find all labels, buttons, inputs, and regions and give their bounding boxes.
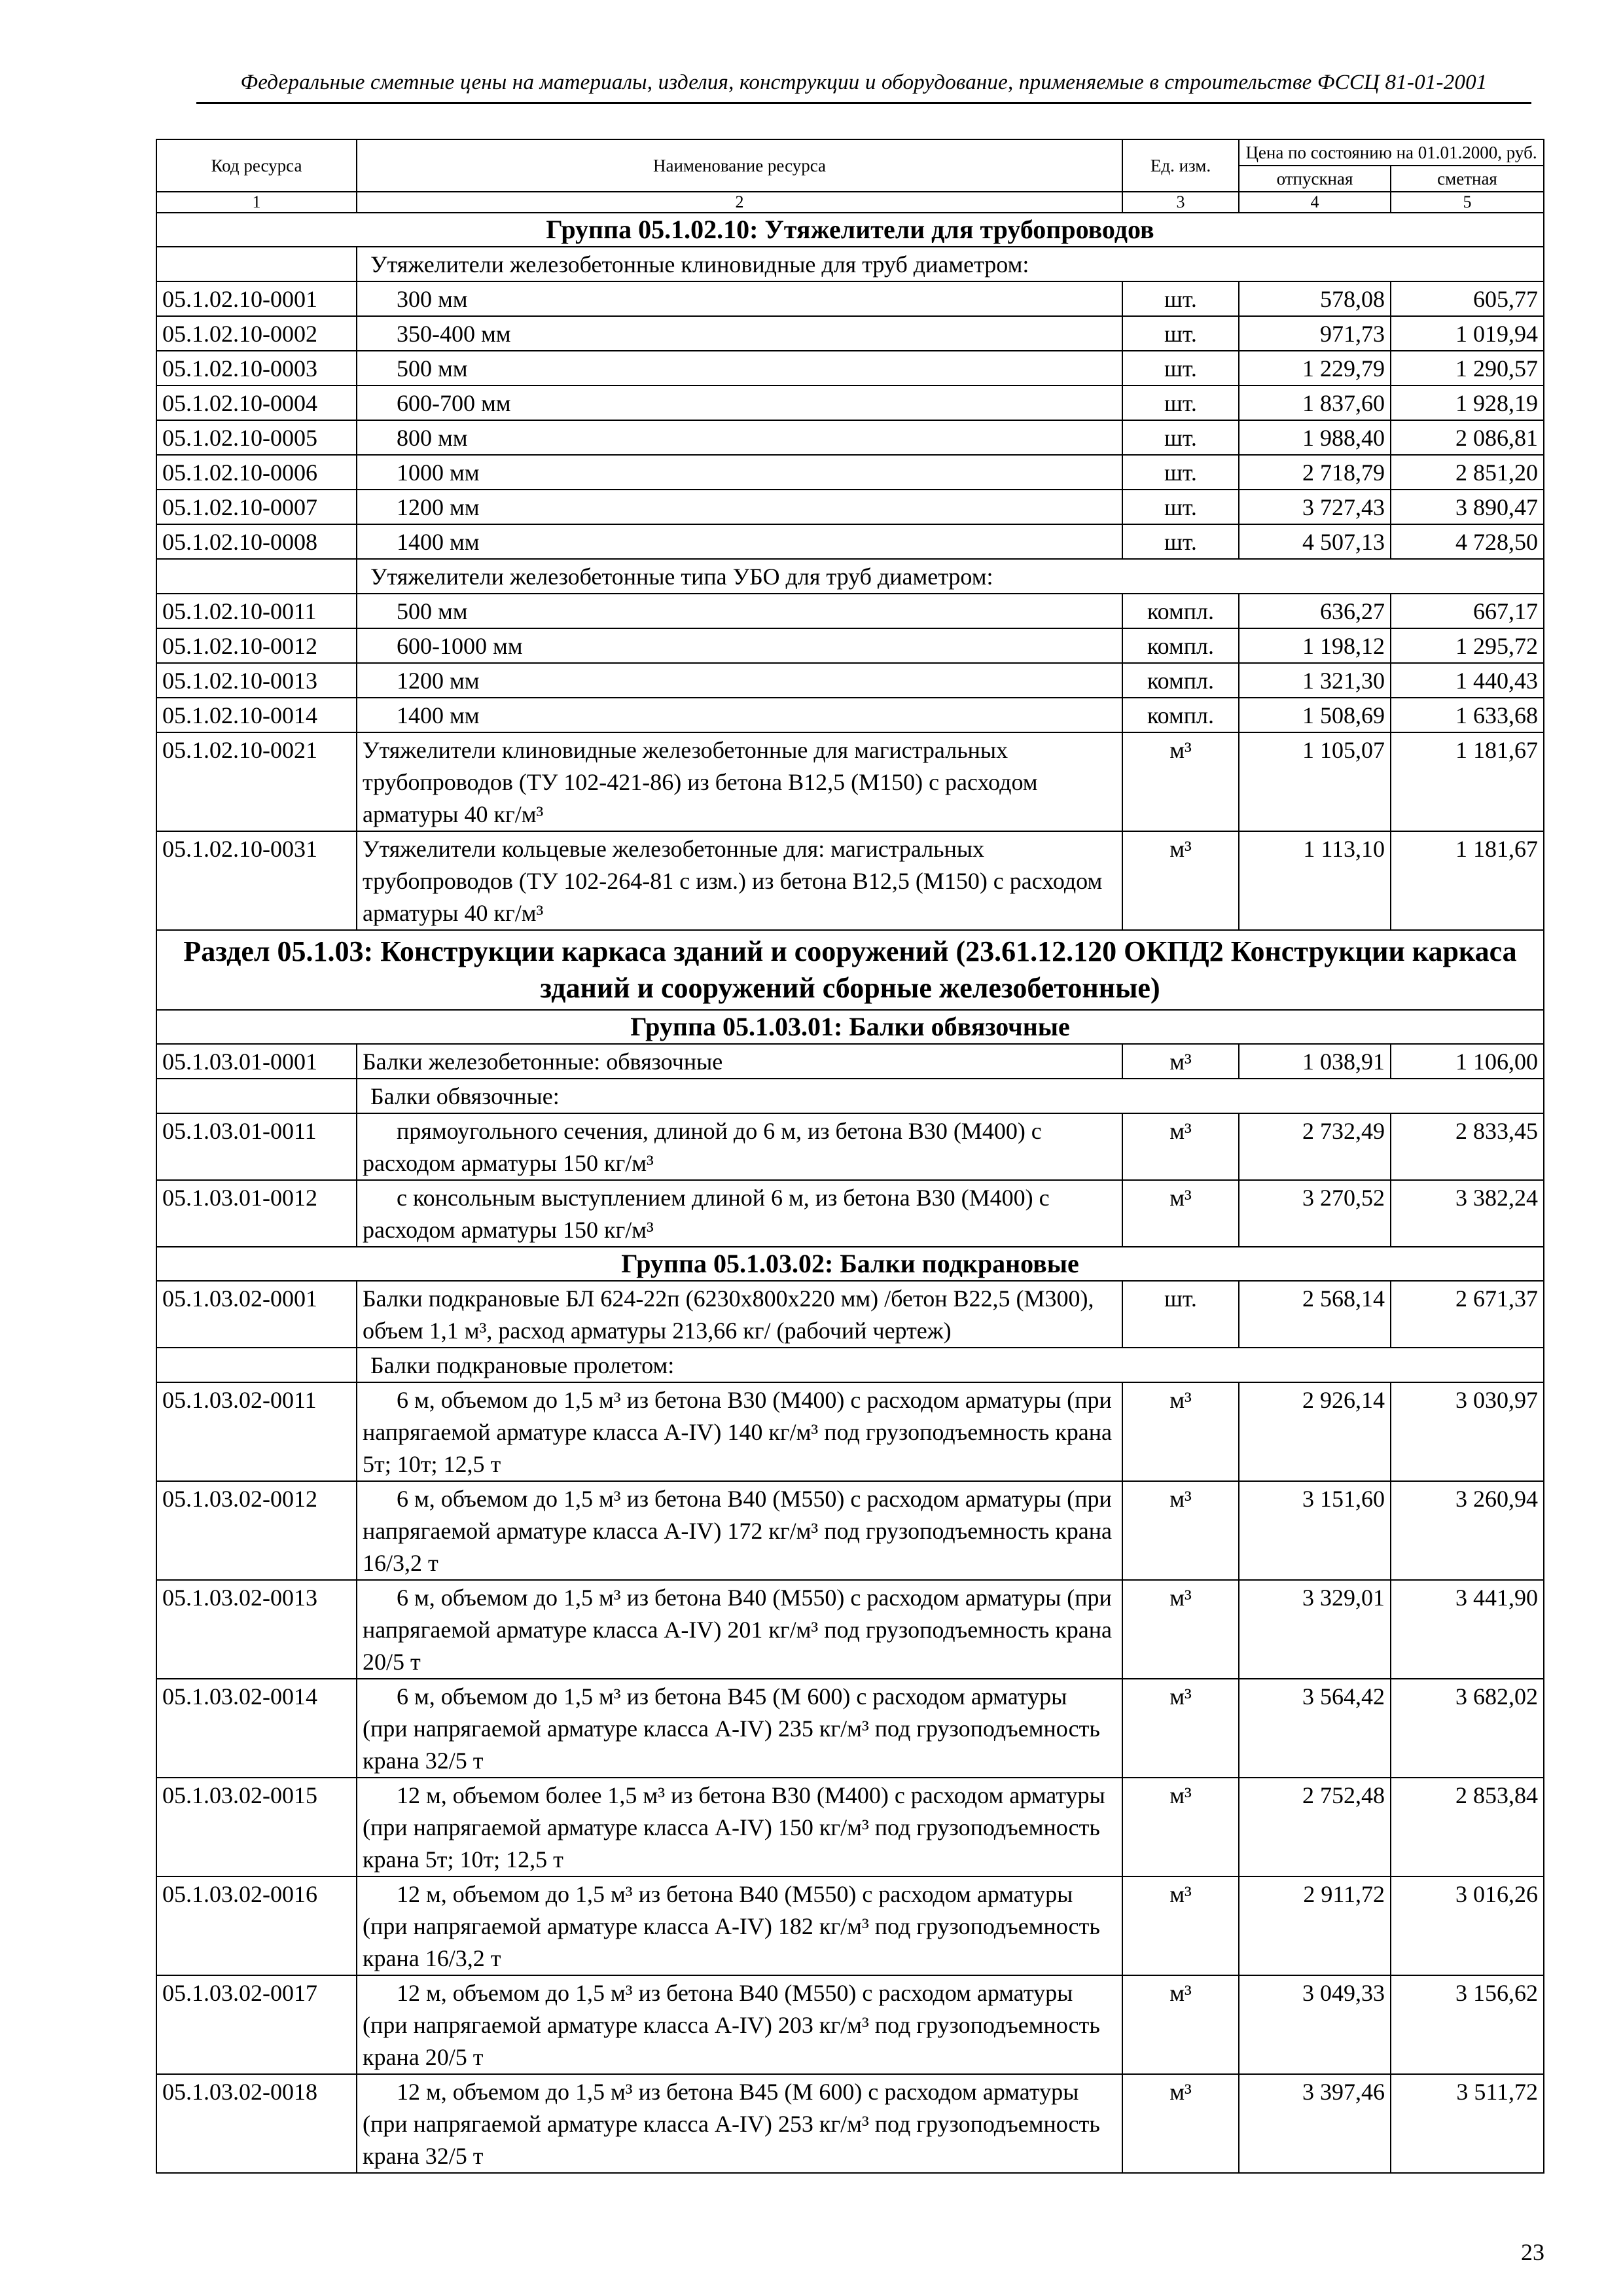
group-heading: Группа 05.1.02.10: Утяжелители для трубопроводов — [156, 213, 1544, 247]
estimate-price: 4 728,50 — [1391, 524, 1544, 559]
empty-code-cell — [156, 247, 357, 281]
table-row — [156, 1113, 1544, 1180]
unit: шт. — [1122, 386, 1239, 420]
release-price: 3 397,46 — [1239, 2074, 1391, 2173]
table-row — [156, 831, 1544, 930]
empty-code-cell — [156, 1348, 357, 1382]
release-price: 2 752,48 — [1239, 1778, 1391, 1876]
table-body — [156, 213, 1544, 2173]
resource-code: 05.1.03.01-0012 — [156, 1180, 357, 1247]
unit: шт. — [1122, 490, 1239, 524]
resource-name-cell — [357, 628, 1122, 663]
resource-code: 05.1.02.10-0014 — [156, 698, 357, 732]
unit: м³ — [1122, 1679, 1239, 1778]
col-number-1: 1 — [156, 192, 357, 213]
resource-name: 1200 мм — [397, 494, 480, 520]
table-row — [156, 2074, 1544, 2173]
estimate-price: 1 181,67 — [1391, 831, 1544, 930]
col-number-3: 3 — [1122, 192, 1239, 213]
resource-name-cell — [357, 455, 1122, 490]
col-code-header: Код ресурса — [156, 139, 357, 192]
group-heading: Группа 05.1.03.01: Балки обвязочные — [156, 1010, 1544, 1044]
resource-name: 12 м, объемом до 1,5 м³ из бетона В40 (М550) с расходом арматуры (при напрягаемой арматуре класса А-IV) 182 кг/м³ под грузоподъемность крана 16/3,2 т — [363, 1881, 1100, 1971]
release-price: 578,08 — [1239, 281, 1391, 316]
resource-name-cell — [357, 351, 1122, 386]
resource-name-cell — [357, 316, 1122, 351]
table-row — [156, 1580, 1544, 1679]
table-row — [156, 1180, 1544, 1247]
resource-code: 05.1.02.10-0006 — [156, 455, 357, 490]
unit: м³ — [1122, 1876, 1239, 1975]
resource-name-cell — [357, 1778, 1122, 1876]
estimate-price: 1 019,94 — [1391, 316, 1544, 351]
resource-code: 05.1.02.10-0021 — [156, 732, 357, 831]
estimate-price: 1 633,68 — [1391, 698, 1544, 732]
release-price: 971,73 — [1239, 316, 1391, 351]
price-table — [156, 139, 1544, 2174]
col-price-header: Цена по состоянию на 01.01.2000, руб. — [1239, 139, 1544, 166]
resource-code: 05.1.03.02-0014 — [156, 1679, 357, 1778]
resource-name-cell — [357, 1044, 1122, 1079]
resource-name: Утяжелители клиновидные железобетонные для магистральных трубопроводов (ТУ 102-421-86) из бетона В12,5 (М150) с расходом арматуры 40 кг/м³ — [363, 737, 1038, 827]
table-row — [156, 281, 1544, 316]
subheading: Балки подкрановые пролетом: — [357, 1348, 1544, 1382]
resource-name-cell — [357, 1580, 1122, 1679]
table-row — [156, 594, 1544, 628]
resource-name: прямоугольного сечения, длиной до 6 м, из бетона В30 (М400) с расходом арматуры 150 кг/м³ — [363, 1118, 1042, 1176]
table-row — [156, 524, 1544, 559]
unit: шт. — [1122, 1281, 1239, 1348]
release-price: 3 049,33 — [1239, 1975, 1391, 2074]
resource-code: 05.1.02.10-0002 — [156, 316, 357, 351]
resource-code: 05.1.02.10-0008 — [156, 524, 357, 559]
table-row — [156, 351, 1544, 386]
column-number-row — [156, 192, 1544, 213]
release-price: 1 113,10 — [1239, 831, 1391, 930]
resource-name: 6 м, объемом до 1,5 м³ из бетона В45 (М 600) с расходом арматуры (при напрягаемой арматуре класса А-IV) 235 кг/м³ под грузоподъемность крана 32/5 т — [363, 1683, 1100, 1774]
release-price: 1 837,60 — [1239, 386, 1391, 420]
estimate-price: 3 682,02 — [1391, 1679, 1544, 1778]
subheading: Утяжелители железобетонные клиновидные для труб диаметром: — [357, 247, 1544, 281]
col-release-header: отпускная — [1239, 166, 1391, 192]
empty-code-cell — [156, 559, 357, 594]
release-price: 1 508,69 — [1239, 698, 1391, 732]
resource-name-cell — [357, 698, 1122, 732]
resource-name-cell — [357, 2074, 1122, 2173]
estimate-price: 2 851,20 — [1391, 455, 1544, 490]
estimate-price: 1 295,72 — [1391, 628, 1544, 663]
resource-name-cell — [357, 1975, 1122, 2074]
estimate-price: 2 833,45 — [1391, 1113, 1544, 1180]
subheading-row — [156, 559, 1544, 594]
col-number-4: 4 — [1239, 192, 1391, 213]
resource-name: 300 мм — [397, 286, 468, 312]
resource-name-cell — [357, 663, 1122, 698]
table-row — [156, 1382, 1544, 1481]
release-price: 1 321,30 — [1239, 663, 1391, 698]
resource-name: 1400 мм — [397, 529, 480, 555]
resource-code: 05.1.03.02-0016 — [156, 1876, 357, 1975]
table-row — [156, 420, 1544, 455]
estimate-price: 1 106,00 — [1391, 1044, 1544, 1079]
table-row — [156, 490, 1544, 524]
unit: м³ — [1122, 1113, 1239, 1180]
resource-name: 1400 мм — [397, 702, 480, 728]
resource-name: Балки подкрановые БЛ 624-22п (6230х800х220 мм) /бетон В22,5 (М300), объем 1,1 м³, расход арматуры 213,66 кг/ (рабочий чертеж) — [363, 1285, 1094, 1344]
resource-name: Балки железобетонные: обвязочные — [363, 1049, 723, 1075]
resource-code: 05.1.02.10-0007 — [156, 490, 357, 524]
resource-code: 05.1.02.10-0013 — [156, 663, 357, 698]
estimate-price: 3 382,24 — [1391, 1180, 1544, 1247]
unit: м³ — [1122, 1778, 1239, 1876]
resource-name: 600-1000 мм — [397, 633, 523, 659]
table-row — [156, 1975, 1544, 2074]
subheading: Балки обвязочные: — [357, 1079, 1544, 1113]
group-heading-row — [156, 1247, 1544, 1281]
col-estimate-header: сметная — [1391, 166, 1544, 192]
resource-name-cell — [357, 1876, 1122, 1975]
group-heading-row — [156, 1010, 1544, 1044]
release-price: 3 564,42 — [1239, 1679, 1391, 1778]
resource-name: 12 м, объемом более 1,5 м³ из бетона В30 (М400) с расходом арматуры (при напрягаемой арматуре класса А-IV) 150 кг/м³ под грузоподъемность крана 5т; 10т; 12,5 т — [363, 1782, 1105, 1873]
resource-name-cell — [357, 1481, 1122, 1580]
resource-name: 500 мм — [397, 598, 468, 624]
release-price: 1 105,07 — [1239, 732, 1391, 831]
section-heading-row — [156, 930, 1544, 1010]
table-row — [156, 698, 1544, 732]
resource-name: 6 м, объемом до 1,5 м³ из бетона В40 (М550) с расходом арматуры (при напрягаемой арматуре класса А-IV) 172 кг/м³ под грузоподъемность крана 16/3,2 т — [363, 1486, 1112, 1576]
unit: шт. — [1122, 420, 1239, 455]
resource-name-cell — [357, 281, 1122, 316]
resource-name-cell — [357, 1679, 1122, 1778]
release-price: 3 329,01 — [1239, 1580, 1391, 1679]
resource-name: 12 м, объемом до 1,5 м³ из бетона В40 (М550) с расходом арматуры (при напрягаемой арматуре класса А-IV) 203 кг/м³ под грузоподъемность крана 20/5 т — [363, 1980, 1100, 2070]
resource-name: 6 м, объемом до 1,5 м³ из бетона В30 (М400) с расходом арматуры (при напрягаемой арматуре класса А-IV) 140 кг/м³ под грузоподъемность крана 5т; 10т; 12,5 т — [363, 1387, 1112, 1477]
resource-code: 05.1.03.02-0012 — [156, 1481, 357, 1580]
unit: м³ — [1122, 1481, 1239, 1580]
release-price: 3 151,60 — [1239, 1481, 1391, 1580]
unit: м³ — [1122, 2074, 1239, 2173]
unit: м³ — [1122, 1580, 1239, 1679]
estimate-price: 1 928,19 — [1391, 386, 1544, 420]
subheading-row — [156, 247, 1544, 281]
estimate-price: 605,77 — [1391, 281, 1544, 316]
table-row — [156, 1281, 1544, 1348]
resource-code: 05.1.02.10-0005 — [156, 420, 357, 455]
col-unit-header: Ед. изм. — [1122, 139, 1239, 192]
col-number-5: 5 — [1391, 192, 1544, 213]
empty-code-cell — [156, 1079, 357, 1113]
subheading: Утяжелители железобетонные типа УБО для труб диаметром: — [357, 559, 1544, 594]
estimate-price: 3 030,97 — [1391, 1382, 1544, 1481]
unit: м³ — [1122, 1180, 1239, 1247]
release-price: 3 270,52 — [1239, 1180, 1391, 1247]
col-number-2: 2 — [357, 192, 1122, 213]
resource-name-cell — [357, 594, 1122, 628]
running-header: Федеральные сметные цены на материалы, изделия, конструкции и оборудование, применяемые в строительстве ФССЦ 81-01-2001 — [240, 71, 1488, 94]
resource-name: 800 мм — [397, 425, 468, 451]
resource-name: 500 мм — [397, 355, 468, 382]
resource-name-cell — [357, 1180, 1122, 1247]
release-price: 2 568,14 — [1239, 1281, 1391, 1348]
estimate-price: 1 290,57 — [1391, 351, 1544, 386]
estimate-price: 3 890,47 — [1391, 490, 1544, 524]
estimate-price: 3 156,62 — [1391, 1975, 1544, 2074]
estimate-price: 2 086,81 — [1391, 420, 1544, 455]
estimate-price: 3 511,72 — [1391, 2074, 1544, 2173]
resource-name-cell — [357, 732, 1122, 831]
table-row — [156, 316, 1544, 351]
resource-code: 05.1.03.01-0001 — [156, 1044, 357, 1079]
estimate-price: 3 016,26 — [1391, 1876, 1544, 1975]
resource-name-cell — [357, 831, 1122, 930]
resource-name-cell — [357, 524, 1122, 559]
release-price: 2 732,49 — [1239, 1113, 1391, 1180]
subheading-row — [156, 1079, 1544, 1113]
unit: м³ — [1122, 732, 1239, 831]
resource-code: 05.1.03.02-0018 — [156, 2074, 357, 2173]
resource-name: 350-400 мм — [397, 321, 511, 347]
resource-name-cell — [357, 490, 1122, 524]
unit: компл. — [1122, 663, 1239, 698]
resource-name: Утяжелители кольцевые железобетонные для: магистральных трубопроводов (ТУ 102-264-81 с изм.) из бетона В12,5 (М150) с расходом арматуры 40 кг/м³ — [363, 836, 1103, 926]
section-heading: Раздел 05.1.03: Конструкции каркаса зданий и сооружений (23.61.12.120 ОКПД2 Конструкции каркаса зданий и сооружений сборные железобетонные) — [156, 930, 1544, 1010]
estimate-price: 2 853,84 — [1391, 1778, 1544, 1876]
resource-code: 05.1.02.10-0003 — [156, 351, 357, 386]
resource-code: 05.1.02.10-0001 — [156, 281, 357, 316]
release-price: 4 507,13 — [1239, 524, 1391, 559]
release-price: 1 988,40 — [1239, 420, 1391, 455]
resource-name: 6 м, объемом до 1,5 м³ из бетона В40 (М550) с расходом арматуры (при напрягаемой арматуре класса А-IV) 201 кг/м³ под грузоподъемность крана 20/5 т — [363, 1585, 1112, 1675]
resource-code: 05.1.02.10-0011 — [156, 594, 357, 628]
resource-code: 05.1.02.10-0004 — [156, 386, 357, 420]
resource-name: 1000 мм — [397, 459, 480, 486]
resource-code: 05.1.03.02-0017 — [156, 1975, 357, 2074]
subheading-row — [156, 1348, 1544, 1382]
resource-code: 05.1.03.02-0015 — [156, 1778, 357, 1876]
table-row — [156, 1876, 1544, 1975]
table-row — [156, 732, 1544, 831]
estimate-price: 1 440,43 — [1391, 663, 1544, 698]
estimate-price: 3 260,94 — [1391, 1481, 1544, 1580]
resource-name-cell — [357, 1281, 1122, 1348]
estimate-price: 1 181,67 — [1391, 732, 1544, 831]
group-heading: Группа 05.1.03.02: Балки подкрановые — [156, 1247, 1544, 1281]
resource-code: 05.1.03.02-0011 — [156, 1382, 357, 1481]
resource-name: 12 м, объемом до 1,5 м³ из бетона В45 (М 600) с расходом арматуры (при напрягаемой арматуре класса А-IV) 253 кг/м³ под грузоподъемность крана 32/5 т — [363, 2079, 1100, 2169]
unit: м³ — [1122, 1382, 1239, 1481]
unit: шт. — [1122, 524, 1239, 559]
resource-name: 1200 мм — [397, 668, 480, 694]
estimate-price: 2 671,37 — [1391, 1281, 1544, 1348]
resource-name: с консольным выступлением длиной 6 м, из бетона В30 (М400) с расходом арматуры 150 кг/м³ — [363, 1185, 1050, 1243]
resource-code: 05.1.03.01-0011 — [156, 1113, 357, 1180]
table-row — [156, 386, 1544, 420]
resource-name: 600-700 мм — [397, 390, 511, 416]
header-rule — [196, 102, 1531, 104]
table-row — [156, 1481, 1544, 1580]
estimate-price: 667,17 — [1391, 594, 1544, 628]
page-number: 23 — [1521, 2239, 1544, 2265]
col-name-header: Наименование ресурса — [357, 139, 1122, 192]
resource-code: 05.1.03.02-0001 — [156, 1281, 357, 1348]
resource-code: 05.1.02.10-0012 — [156, 628, 357, 663]
resource-name-cell — [357, 386, 1122, 420]
resource-name-cell — [357, 1113, 1122, 1180]
unit: компл. — [1122, 698, 1239, 732]
unit: шт. — [1122, 281, 1239, 316]
table-row — [156, 455, 1544, 490]
unit: компл. — [1122, 628, 1239, 663]
unit: шт. — [1122, 351, 1239, 386]
table-row — [156, 628, 1544, 663]
unit: компл. — [1122, 594, 1239, 628]
unit: шт. — [1122, 455, 1239, 490]
table-row — [156, 1778, 1544, 1876]
resource-name-cell — [357, 1382, 1122, 1481]
table-header-row — [156, 139, 1544, 166]
unit: м³ — [1122, 1975, 1239, 2074]
unit: м³ — [1122, 1044, 1239, 1079]
estimate-price: 3 441,90 — [1391, 1580, 1544, 1679]
release-price: 636,27 — [1239, 594, 1391, 628]
release-price: 2 718,79 — [1239, 455, 1391, 490]
unit: шт. — [1122, 316, 1239, 351]
release-price: 1 038,91 — [1239, 1044, 1391, 1079]
unit: м³ — [1122, 831, 1239, 930]
table-row — [156, 1044, 1544, 1079]
resource-code: 05.1.02.10-0031 — [156, 831, 357, 930]
table-row — [156, 663, 1544, 698]
table-row — [156, 1679, 1544, 1778]
release-price: 1 198,12 — [1239, 628, 1391, 663]
release-price: 2 926,14 — [1239, 1382, 1391, 1481]
release-price: 2 911,72 — [1239, 1876, 1391, 1975]
group-heading-row — [156, 213, 1544, 247]
release-price: 1 229,79 — [1239, 351, 1391, 386]
resource-name-cell — [357, 420, 1122, 455]
release-price: 3 727,43 — [1239, 490, 1391, 524]
resource-code: 05.1.03.02-0013 — [156, 1580, 357, 1679]
